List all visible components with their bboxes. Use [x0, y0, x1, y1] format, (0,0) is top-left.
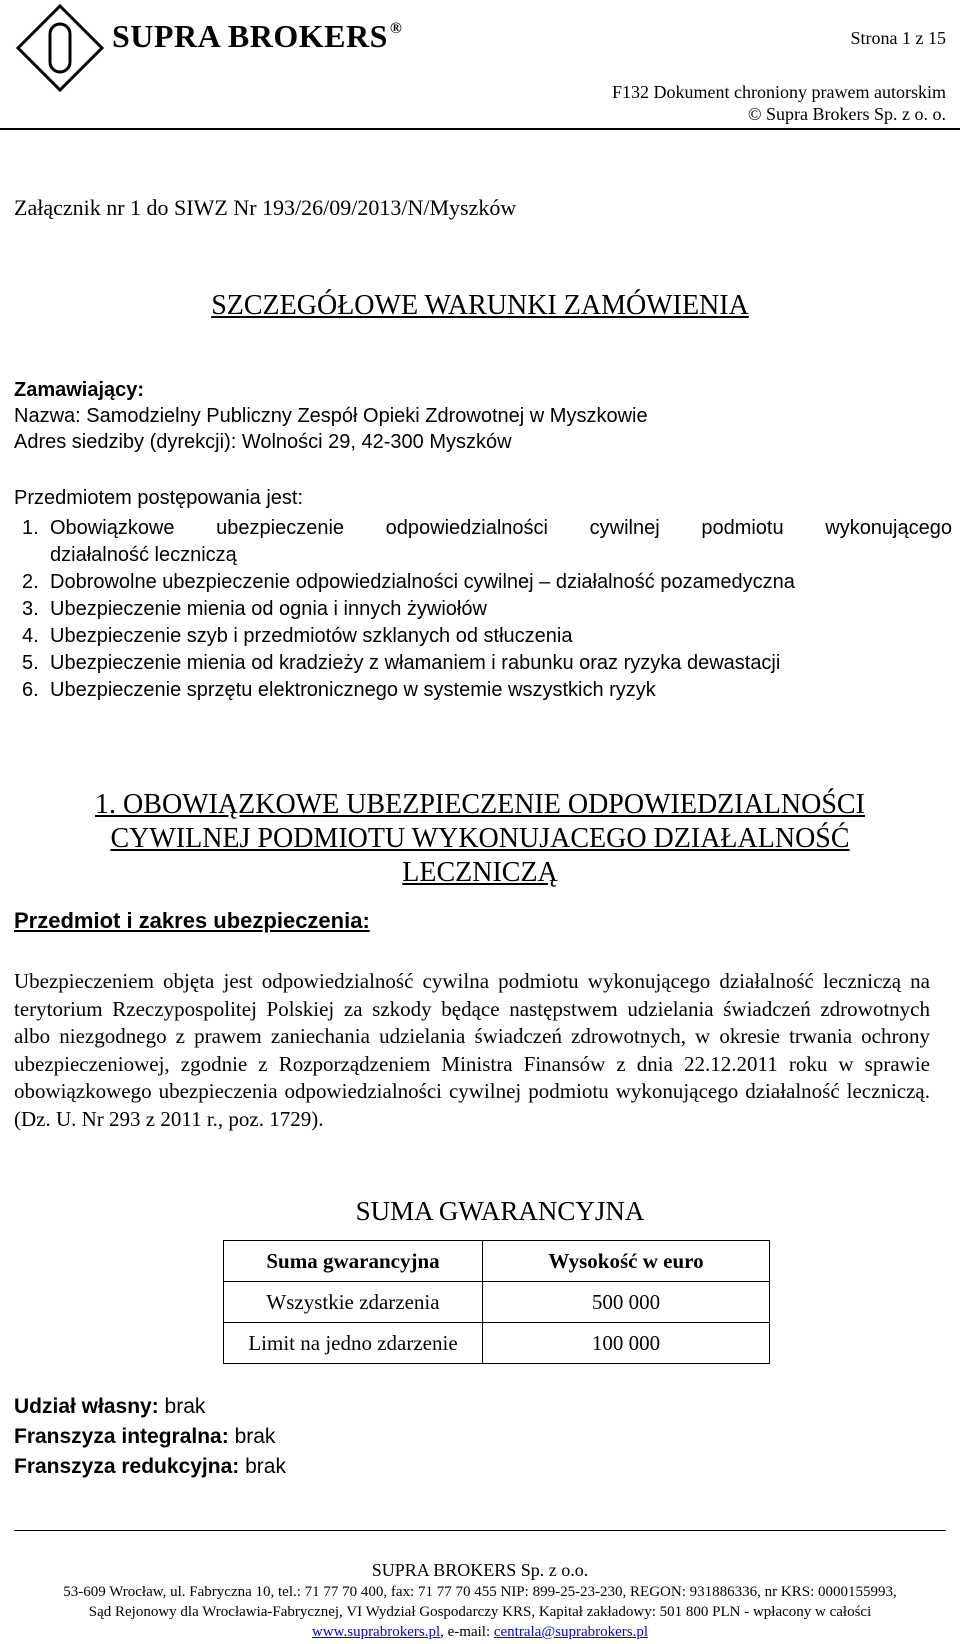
footer-divider — [14, 1530, 946, 1531]
table-cell: 500 000 — [483, 1282, 770, 1323]
brand-name: SUPRA BROKERS ® — [112, 18, 403, 54]
deductible-reducing: Franszyza redukcyjna: brak — [14, 1455, 286, 1478]
footer-contact: www.suprabrokers.pl, e-mail: centrala@suprabrokers.pl — [311, 1624, 649, 1640]
scope-paragraph: Ubezpieczeniem objęta jest odpowiedzialność cywilna podmiotu wykonującego działalność leczniczą na terytorium Rzeczypospolitej Polskiej za szkody będące następstwem udzielania świadczeń zdrowotnych albo niezgodnego z prawem zaniechania udzielania świadczeń zdrowotnych, w okresie trwania ochrony ubezpieczeniowej, zgodnie z Rozporządzeniem Ministra Finansów z dnia 22.12.2011 roku w sprawie obowiązkowego ubezpieczenia odpowiedzialności cywilnej podmiotu wykonującego działalność leczniczą. (Dz. U. Nr 293 z 2011 r., poz. 1729). — [14, 969, 930, 1131]
table-header-row — [224, 1241, 770, 1282]
section-title-line: CYWILNEJ PODMIOTU WYKONUJACEGO DZIAŁALNOŚĆ — [110, 823, 850, 854]
ordering-party-address: Adres siedziby (dyrekcji): Wolności 29, 42-300 Myszków — [14, 431, 512, 453]
page-number: Strona 1 z 15 — [850, 28, 946, 48]
subject-list-item: 4. Ubezpieczenie szyb i przedmiotów szklanych od stłuczenia — [22, 625, 573, 647]
subject-list-item-continuation: działalność leczniczą — [50, 544, 237, 566]
scope-heading: Przedmiot i zakres ubezpieczenia: — [14, 908, 370, 933]
guarantee-title: SUMA GWARANCYJNA — [355, 1196, 645, 1226]
page-title: SZCZEGÓŁOWE WARUNKI ZAMÓWIENIA — [211, 290, 749, 321]
table-row — [224, 1323, 770, 1364]
table-row — [224, 1282, 770, 1323]
footer-company: SUPRA BROKERS Sp. z o.o. — [371, 1560, 589, 1580]
header-divider — [0, 128, 960, 130]
table-cell: Wszystkie zdarzenia — [224, 1282, 483, 1323]
deductible-integral: Franszyza integralna: brak — [14, 1425, 276, 1448]
copyright-owner: © Supra Brokers Sp. z o. o. — [747, 104, 946, 124]
footer-registration: Sąd Rejonowy dla Wrocławia-Fabrycznej, VI Wydział Gospodarczy KRS, Kapitał zakładowy: 501 800 PLN - wpłacony w całości — [88, 1604, 872, 1620]
registered-mark: ® — [389, 20, 403, 37]
table-cell: Limit na jedno zdarzenie — [224, 1323, 483, 1364]
section-title-line: 1. OBOWIĄZKOWE UBEZPIECZENIE ODPOWIEDZIALNOŚCI — [95, 789, 865, 820]
subject-list-item: 1. Obowiązkowe ubezpieczenie odpowiedzialności cywilnej podmiotu wykonującego — [22, 517, 952, 539]
subject-list-item: 5. Ubezpieczenie mienia od kradzieży z włamaniem i rabunku oraz ryzyka dewastacji — [22, 652, 781, 674]
email-link[interactable]: centrala@suprabrokers.pl — [493, 1624, 649, 1640]
table-header-cell: Wysokość w euro — [483, 1241, 770, 1282]
attachment-title: Załącznik nr 1 do SIWZ Nr 193/26/09/2013/N/Myszków — [14, 195, 517, 220]
section-title-line: LECZNICZĄ — [402, 857, 558, 888]
website-link[interactable]: www.suprabrokers.pl — [311, 1624, 441, 1640]
ordering-party-label: Zamawiający: — [14, 379, 145, 401]
subject-intro: Przedmiotem postępowania jest: — [14, 487, 304, 509]
footer-address: 53-609 Wrocław, ul. Fabryczna 10, tel.: 71 77 70 400, fax: 71 77 70 455 NIP: 899-25-23-230, REGON: 931886336, nr KRS: 0000155993, — [63, 1584, 897, 1600]
table-header-cell: Suma gwarancyjna — [224, 1241, 483, 1282]
table-cell: 100 000 — [483, 1323, 770, 1364]
section-title — [0, 788, 960, 890]
company-logo — [14, 2, 106, 99]
deductible-own-share: Udział własny: brak — [14, 1395, 206, 1418]
subject-list-item: 2. Dobrowolne ubezpieczenie odpowiedzialności cywilnej – działalność pozamedyczna — [22, 571, 795, 593]
guarantee-table — [223, 1240, 770, 1364]
copyright-notice: F132 Dokument chroniony prawem autorskim — [612, 82, 946, 102]
subject-list-item: 6. Ubezpieczenie sprzętu elektronicznego w systemie wszystkich ryzyk — [22, 679, 656, 701]
ordering-party-name: Nazwa: Samodzielny Publiczny Zespół Opieki Zdrowotnej w Myszkowie — [14, 405, 648, 427]
subject-list-item: 3. Ubezpieczenie mienia od ognia i innych żywiołów — [22, 598, 487, 620]
